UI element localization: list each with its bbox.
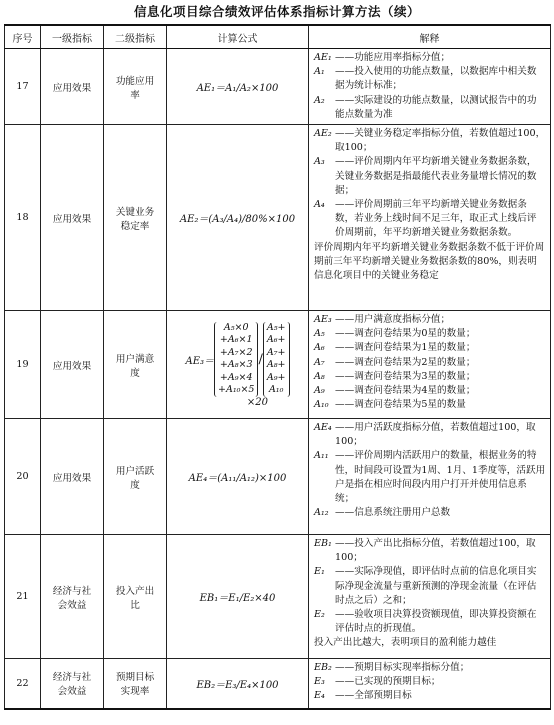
- page-title: 信息化项目综合绩效评估体系指标计算方法（续）: [133, 4, 420, 19]
- numerator-term: +A₆×1: [219, 334, 253, 346]
- row-number: 21: [5, 535, 41, 659]
- explanation-line: [314, 356, 546, 370]
- variable-description: ——用户活跃度指标分值，若数值超过100，取100；: [335, 422, 536, 448]
- division-slash: /: [258, 351, 263, 367]
- denominator-term: A₁₀: [268, 384, 284, 396]
- explanation-cell: [309, 659, 551, 709]
- variable-description: ——投入使用的功能点数量，以数据库中相关数据为统计标准；: [335, 66, 537, 92]
- denominator-term: A₇+: [266, 346, 286, 358]
- formula-cell: AE₂＝(A₃/A₄)/80%×100: [167, 125, 309, 311]
- denominator-term: A₅+: [266, 321, 286, 333]
- variable-symbol: E₃: [314, 676, 325, 688]
- explanation-line: [314, 506, 546, 520]
- variable-description: ——评价周期内年平均新增关键业务数据条数，关键业务数据是指最能代表业务量增长情况的数据；: [335, 156, 537, 196]
- level2-indicator: 用户满意度: [104, 311, 167, 419]
- formula-cell: AE₄＝(A₁₁/A₁₂)×100: [167, 419, 309, 535]
- row-number: 20: [5, 419, 41, 535]
- explanation-line: [314, 608, 546, 636]
- explanation-line: [314, 449, 546, 506]
- explanation-cell: [309, 49, 551, 125]
- explanation-line: [314, 661, 546, 675]
- variable-symbol: A₈: [314, 370, 325, 382]
- header-level2: 二级指标: [104, 25, 167, 49]
- variable-symbol: A₃: [314, 156, 325, 168]
- explanation-line: [314, 370, 546, 384]
- explanation-note: 评价周期内年平均新增关键业务数据条数不低于评价周期前三年平均新增关键业务数据条数的80%，则表明信息化项目中的关键业务稳定: [314, 241, 545, 282]
- denominator: [263, 322, 290, 397]
- level1-indicator: 应用效果: [41, 311, 104, 419]
- variable-symbol: A₆: [314, 342, 325, 354]
- formula-cell: EB₁＝E₁/E₂×40: [167, 535, 309, 659]
- explanation-note: 投入产出比越大，表明项目的盈利能力越佳: [314, 637, 497, 649]
- variable-description: ——用户满意度指标分值；: [335, 314, 451, 326]
- level1-indicator: 应用效果: [41, 419, 104, 535]
- explanation-line: [314, 537, 546, 565]
- variable-description: ——调查问卷结果为0星的数量；: [335, 328, 476, 340]
- explanation-line: [314, 327, 546, 341]
- numerator-term: A₅×0: [223, 321, 249, 333]
- fraction-formula: [167, 322, 308, 397]
- formula-tail: ×20: [246, 396, 268, 408]
- variable-symbol: AE₂: [314, 128, 332, 140]
- variable-description: ——调查问卷结果为2星的数量；: [335, 356, 476, 368]
- level1-indicator: 应用效果: [41, 49, 104, 125]
- denominator-term: A₆+: [266, 334, 286, 346]
- explanation-line: [314, 421, 546, 449]
- variable-description: ——功能应用率指标分值；: [335, 52, 451, 63]
- explanation-line: [314, 565, 546, 608]
- numerator-term: +A₉×4: [219, 371, 253, 383]
- indicator-table: [4, 24, 551, 710]
- variable-description: ——调查问卷结果为3星的数量；: [335, 370, 476, 382]
- explanation-line: [314, 65, 546, 93]
- variable-symbol: EB₂: [314, 662, 332, 674]
- variable-description: ——评价周期内活跃用户的数量，根据业务的特性，时间段可设置为1周、1月、1季度等，活跃用户是指在相应时间段内用户打开并使用信息系统；: [335, 450, 546, 505]
- variable-description: ——评价周期前三年平均新增关键业务数据条数，若业务上线时间不足三年，取正式上线后评价周期前，年平均新增关键业务数据条数。: [335, 199, 537, 239]
- variable-symbol: AE₄: [314, 422, 332, 434]
- explanation-line: [314, 675, 546, 689]
- variable-symbol: A₁: [314, 66, 325, 78]
- explanation-line: [314, 155, 546, 198]
- row-number: 19: [5, 311, 41, 419]
- level1-indicator: 应用效果: [41, 125, 104, 311]
- formula-cell: [167, 311, 309, 419]
- explanation-line: [314, 341, 546, 355]
- header-level1: 一级指标: [41, 25, 104, 49]
- formula-cell: AE₁＝A₁/A₂×100: [167, 49, 309, 125]
- variable-description: ——信息系统注册用户总数: [335, 507, 451, 519]
- explanation-cell: [309, 125, 551, 311]
- variable-symbol: AE₃: [314, 314, 332, 326]
- table-row: [5, 311, 551, 419]
- variable-symbol: A₇: [314, 356, 325, 368]
- variable-symbol: A₂: [314, 94, 325, 106]
- denominator-term: A₈+: [266, 359, 286, 371]
- explanation-cell: [309, 535, 551, 659]
- variable-description: ——调查问卷结果为1星的数量；: [335, 342, 476, 354]
- variable-description: ——验收项目决算投资额现值，即决算投资额在评估时点的折现值。: [335, 609, 537, 635]
- variable-description: ——实际建设的功能点数量，以测试报告中的功能点数量为准: [335, 94, 537, 120]
- row-number: 17: [5, 49, 41, 125]
- explanation-line: [314, 51, 546, 65]
- formula-cell: EB₂＝E₃/E₄×100: [167, 659, 309, 709]
- table-row: [5, 49, 551, 125]
- table-row: [5, 659, 551, 709]
- level2-indicator: 关键业务稳定率: [104, 125, 167, 311]
- variable-symbol: A₄: [314, 199, 325, 211]
- variable-symbol: AE₁: [314, 52, 332, 63]
- explanation-line: [314, 198, 546, 241]
- denominator-term: A₉+: [266, 371, 286, 383]
- explanation-line: [314, 127, 546, 155]
- level2-indicator: 功能应用率: [104, 49, 167, 125]
- table-row: [5, 535, 551, 659]
- explanation-line: [314, 94, 546, 122]
- numerator-term: +A₇×2: [219, 346, 253, 358]
- variable-symbol: E₄: [314, 690, 325, 702]
- level1-indicator: 经济与社会效益: [41, 659, 104, 709]
- row-number: 18: [5, 125, 41, 311]
- formula-lhs: AE₃＝: [185, 355, 215, 367]
- row-number: 22: [5, 659, 41, 709]
- variable-symbol: A₁₂: [314, 507, 329, 519]
- variable-description: ——调查问卷结果为4星的数量；: [335, 385, 476, 397]
- variable-symbol: A₉: [314, 385, 325, 397]
- explanation-cell: [309, 311, 551, 419]
- numerator: [214, 322, 258, 397]
- variable-description: ——调查问卷结果为5星的数量: [335, 399, 466, 411]
- explanation-line: [314, 313, 546, 327]
- variable-description: ——关键业务稳定率指标分值，若数值超过100，取100；: [335, 128, 546, 154]
- explanation-cell: [309, 419, 551, 535]
- variable-description: ——全部预期目标: [335, 690, 412, 702]
- variable-symbol: A₁₀: [314, 399, 329, 411]
- explanation-line: [314, 689, 546, 703]
- variable-description: ——预期目标实现率指标分值；: [335, 662, 470, 674]
- table-row: [5, 419, 551, 535]
- variable-symbol: A₅: [314, 328, 325, 340]
- header-no: 序号: [5, 25, 41, 49]
- level2-indicator: 投入产出比: [104, 535, 167, 659]
- variable-symbol: EB₁: [314, 538, 332, 550]
- table-row: [5, 125, 551, 311]
- header-formula: 计算公式: [167, 25, 309, 49]
- level2-indicator: 用户活跃度: [104, 419, 167, 535]
- variable-symbol: E₂: [314, 609, 325, 621]
- numerator-term: +A₁₀×5: [218, 384, 255, 396]
- variable-description: ——已实现的预期目标；: [335, 676, 441, 688]
- variable-description: ——实际净现值，即评估时点前的信息化项目实际净现金流量与重新预测的净现金流量（在评估时点之后）之和；: [335, 566, 537, 606]
- variable-description: ——投入产出比指标分值，若数值超过100，取100；: [335, 538, 536, 564]
- header-row: [5, 25, 551, 49]
- explanation-line: [314, 398, 546, 412]
- level1-indicator: 经济与社会效益: [41, 535, 104, 659]
- explanation-line: [314, 384, 546, 398]
- variable-symbol: E₁: [314, 566, 325, 578]
- header-explanation: 解释: [309, 25, 551, 49]
- numerator-term: +A₈×3: [219, 359, 253, 371]
- level2-indicator: 预期目标实现率: [104, 659, 167, 709]
- variable-symbol: A₁₁: [314, 450, 329, 462]
